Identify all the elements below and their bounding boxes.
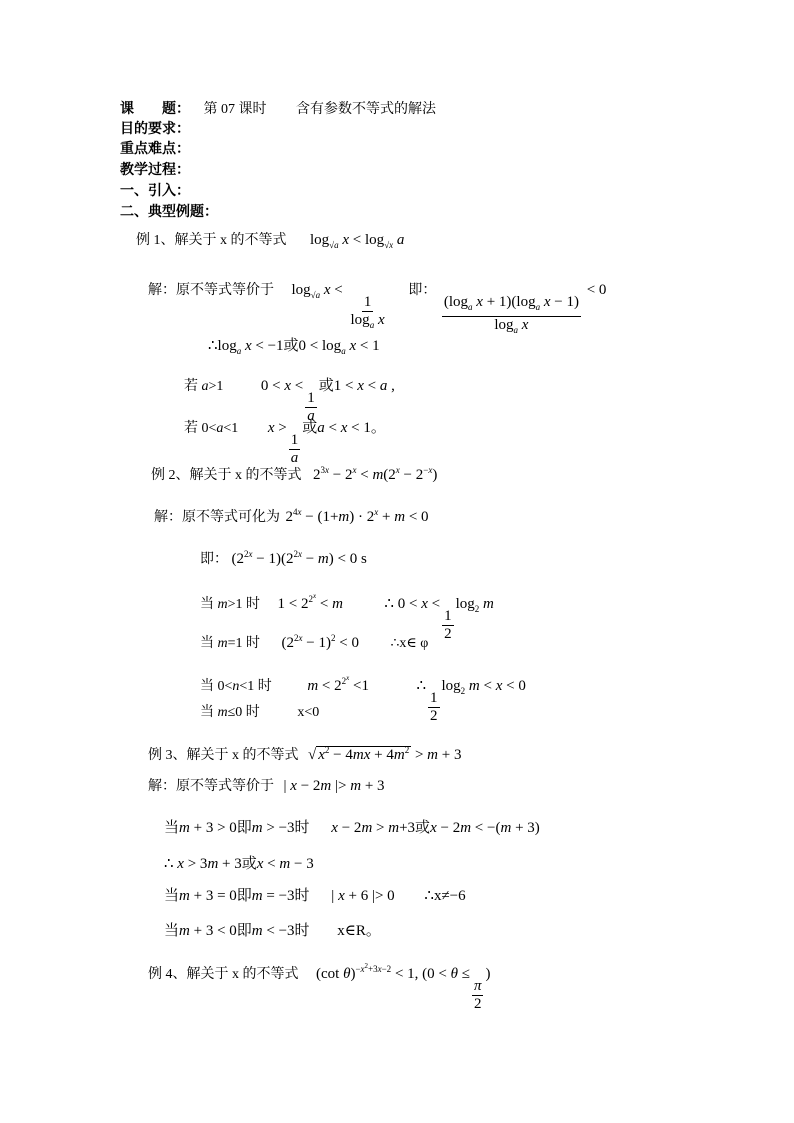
example-3-case-3-result: x∈R。 [337,923,381,939]
example-3-formula: √ $x^2 - 4mx + 4m^2 > m + 3$ [308,745,462,763]
example-3-case-2: 当m + 3 = 0即m = −3时 | x + 6 |> 0 ∴x≠−6 [164,888,466,904]
lesson-number: 第 07 课时 [203,102,267,117]
case-m-le-0-label: 当 m≤0 时 [200,705,260,720]
example-1 [136,230,404,255]
case-m-eq-1-result: ∴x∈ φ [390,636,429,651]
case-m-gt-1-result: ∴ 0 < x < $\frac{1}{2}$ $\log_2 m$ [384,596,494,642]
example-3-case-1-result: ∴ x > 3m + 3或x < m − 3 [164,856,314,872]
example-2-ie-formula: $(2^{2x} - 1)(2^{2x} - m) < 0$ s [231,549,367,567]
intro-heading: 一、引入： [120,182,190,198]
lesson-header [120,98,436,120]
example-1-ie: 即： [408,283,437,298]
example-2-case-4 [200,703,319,723]
example-1-therefore: $\therefore\log_a$ x < −1或$0 < \log_a x < 1$ [208,338,380,356]
example-1-equiv-formula: $\log_{√a} x$ < $\frac{1}{\log_a x}$ [291,282,385,330]
case-m-eq-1-ineq: $(2^{2x} - 1)^2 < 0$ [281,633,359,651]
example-3-case-3: 当m + 3 < 0即m < −3时 x∈R。 [164,923,381,939]
case-a-gt-1-label: 若 a>1 [184,379,224,394]
example-2-formula: $2^{3x} - 2^x < m(2^x - 2^{-x})$ [313,465,438,483]
example-4 [148,956,490,1013]
case-m-gt-1-label: 当 m>1 时 [200,597,261,612]
example-3-equiv-formula: | x − 2m |> m + 3 [283,778,385,794]
examples-heading: 二、典型例题： [120,203,218,219]
case-0-lt-a-lt-1-label: 若 0<a<1 [184,421,239,436]
example-2-case-2 [200,628,428,654]
example-4-lead: 例 4、解关于 x 的不等式 [148,967,299,982]
example-2-ie-label: 即： [200,552,228,567]
example-3-case-1: 当m + 3 > 0即m > −3时 x − 2m > m+3或x − 2m < −(m + 3) [164,820,540,836]
example-1-solution-lead: 解：原不等式等价于 [148,283,274,298]
key-points-heading: 重点难点： [120,140,190,156]
example-1-solution [148,280,606,339]
lesson-title: 含有参数不等式的解法 [296,102,436,117]
example-3-solution [148,776,385,797]
case-0-lt-n-lt-1-result: ∴ $\frac{1}{2}$ $\log_2 m < x < 0$ [416,678,526,724]
example-1-ie-formula: $\frac{(\log_a x + 1)(\log_a x - 1)}{\log_a x}$ < 0 [443,282,607,335]
lesson-label: 课 题： [120,100,190,116]
case-0-lt-n-lt-1-ineq: $m < 2^{2^x} <1$ [307,674,369,694]
example-3 [148,740,461,766]
example-2-solution [154,502,429,528]
example-2 [151,460,437,486]
example-4-formula: (cot θ)$^{-x^2+3x-2}$ < 1, (0 < θ ≤ $\frac{\pi}{2}$ ) [316,962,491,1012]
case-0-lt-a-lt-1-result: x > $\frac{1}{a}$ 或a < x < 1。 [267,420,386,466]
case-m-gt-1-ineq: $1 < 2^{2^x} < m$ [277,592,343,612]
example-2-transformed: $2^{4x} - (1+m) \cdot 2^x + m < 0$ [285,507,429,525]
example-2-ie [200,544,367,570]
example-1-formula: $\log_{√a} x < \log_{√x} a$ [310,232,405,250]
example-2-solution-lead: 解：原不等式可化为 [154,510,280,525]
case-m-eq-1-label: 当 m=1 时 [200,636,261,651]
example-3-case-2-result: ∴x≠−6 [424,888,466,904]
case-m-le-0-result: x<0 [297,705,320,720]
goals-heading: 目的要求： [120,120,190,136]
example-2-lead: 例 2、解关于 x 的不等式 [151,468,302,483]
case-0-lt-n-lt-1-label: 当 0<n<1 时 [200,679,272,694]
example-3-lead: 例 3、解关于 x 的不等式 [148,748,299,763]
case-a-gt-1-result: 0 < x < $\frac{1}{a}$ 或1 < x < a , [260,378,395,424]
example-3-solution-lead: 解：原不等式等价于 [148,779,274,794]
process-heading: 教学过程： [120,161,190,177]
example-1-lead: 例 1、解关于 x 的不等式 [136,233,287,248]
